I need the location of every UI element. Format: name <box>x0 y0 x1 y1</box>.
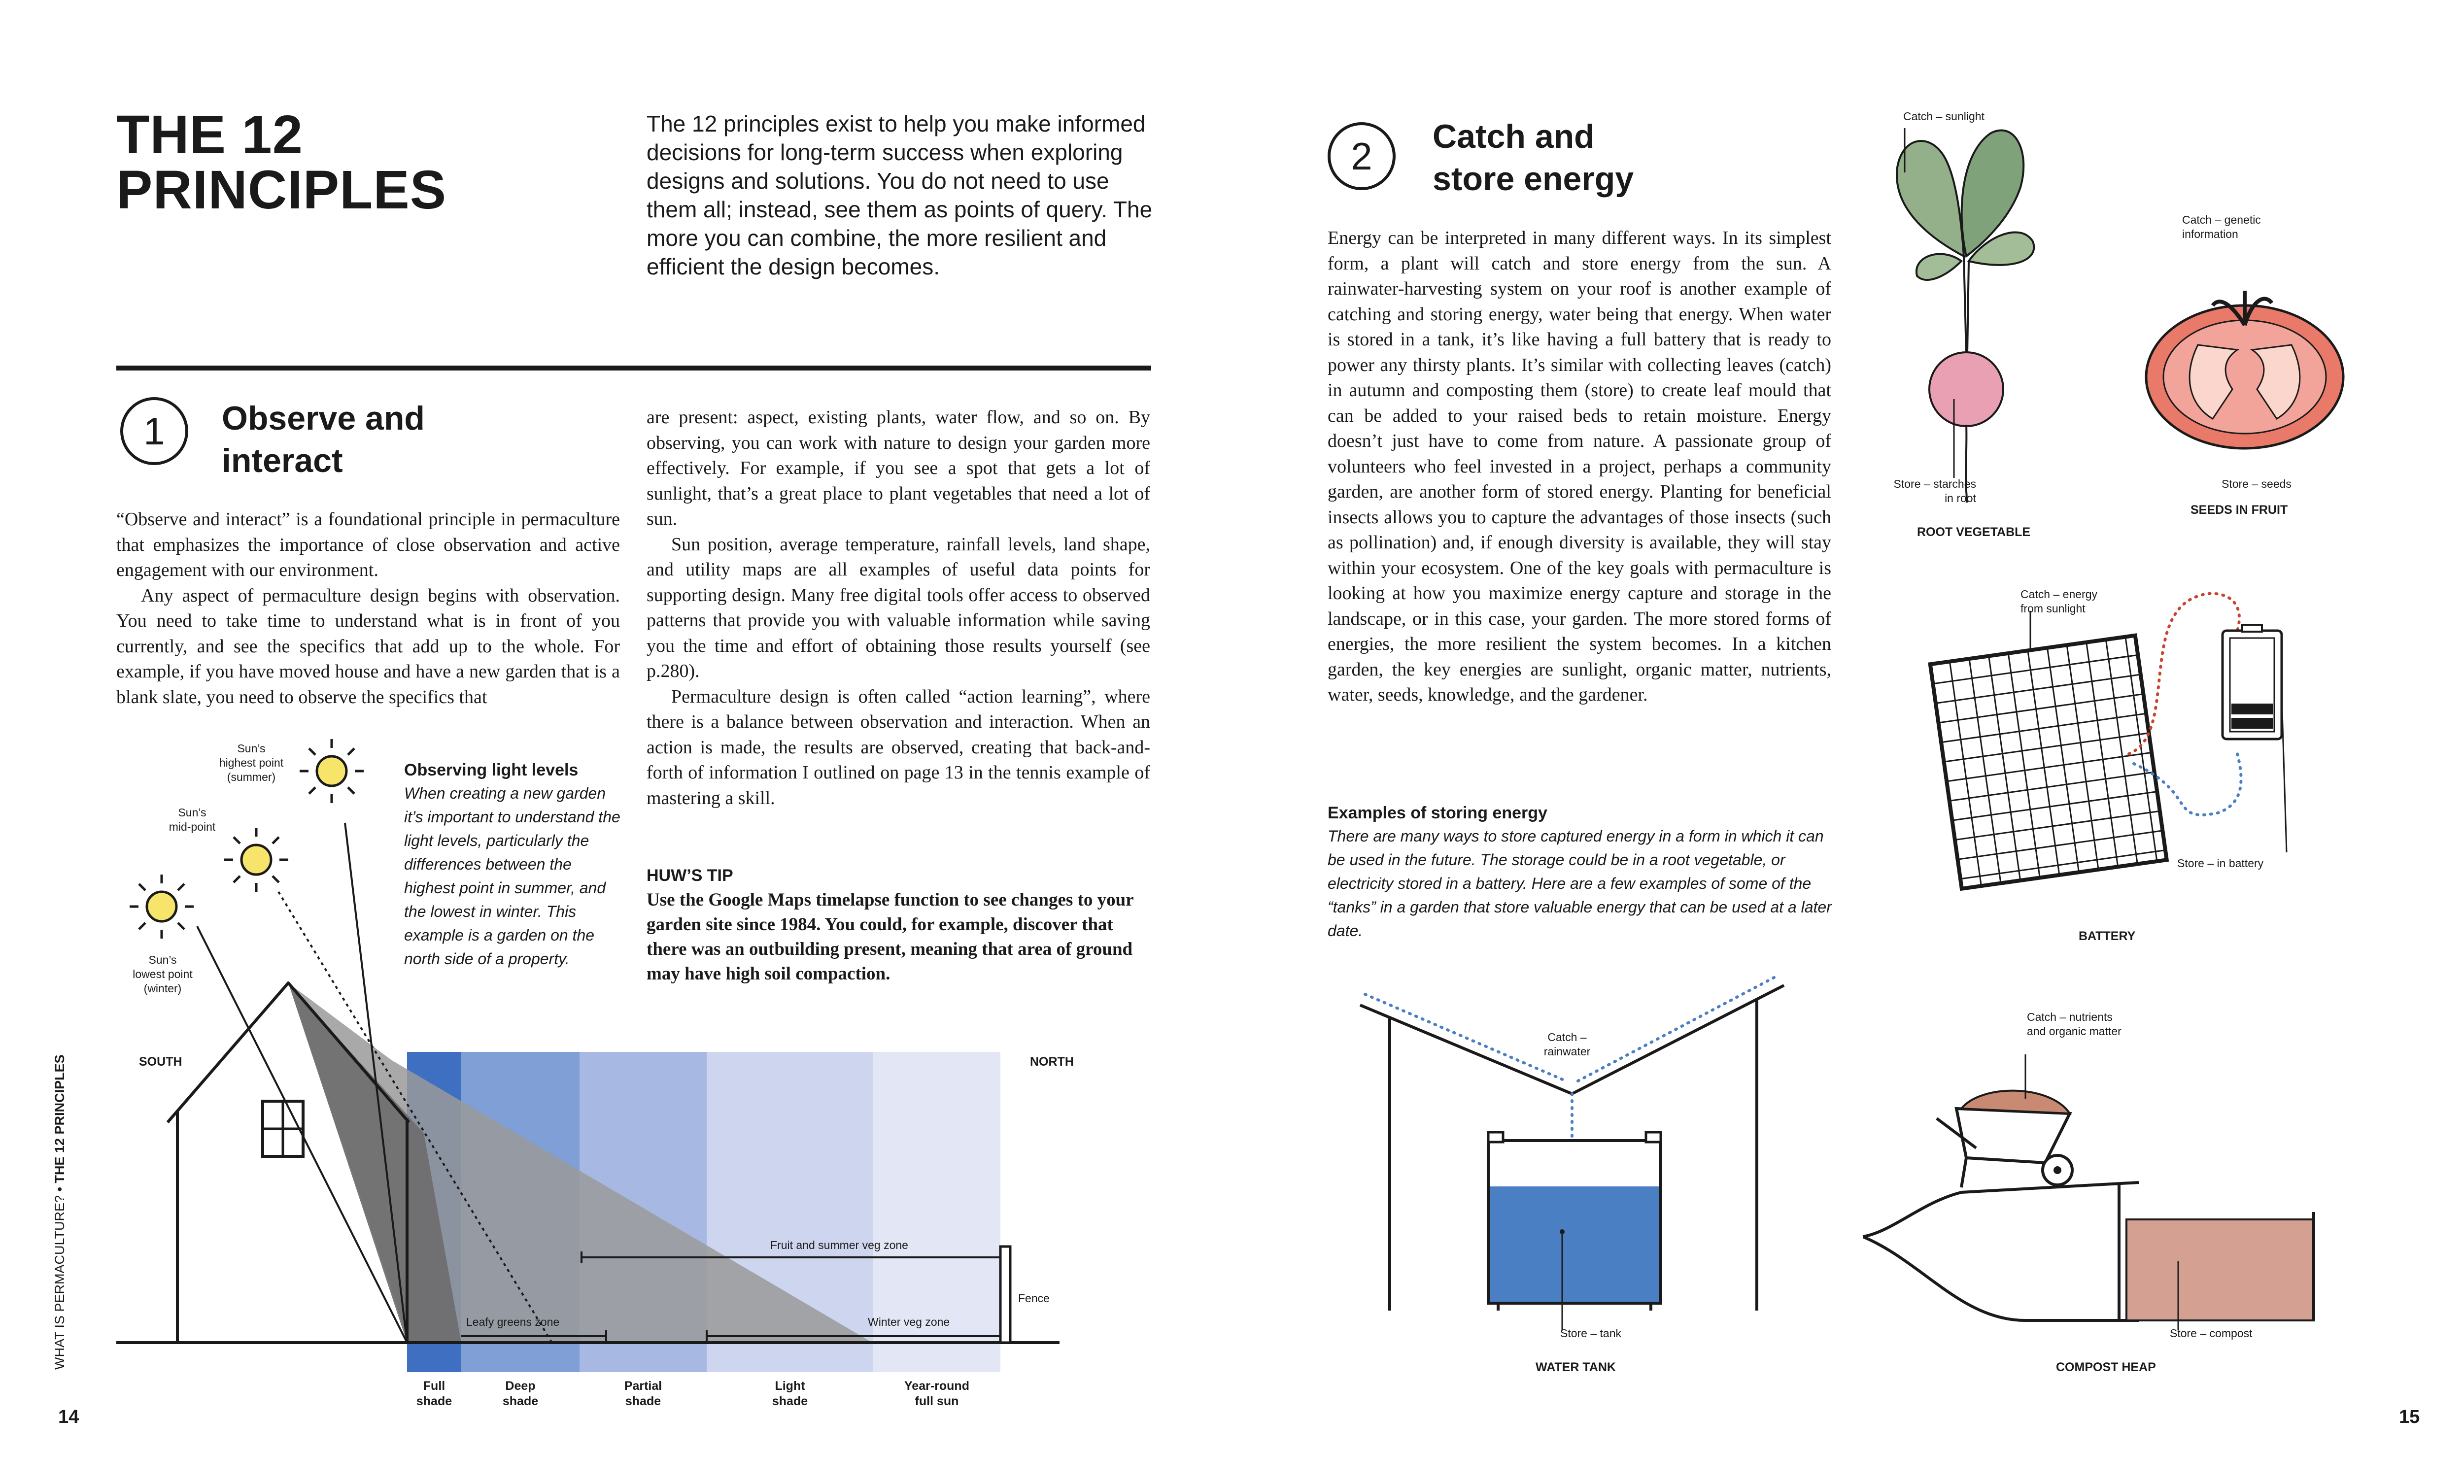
principle-2-title-line-1: Catch and <box>1433 118 1595 155</box>
shade-label-full <box>407 1379 461 1409</box>
shade-label-light <box>741 1379 839 1409</box>
label-line: highest point <box>219 756 284 769</box>
sun-summer-label <box>197 742 306 784</box>
sun-summer <box>300 739 364 803</box>
compost-catch-label <box>2027 1010 2122 1039</box>
tip-text: Use the Google Maps timelapse function to see changes to your garden site since 1984. You could, for example, discover that there was an outbuilding present, meaning that area of ground may have high soil compaction. <box>647 890 1133 984</box>
battery-store-label: Store – in battery <box>2177 857 2264 870</box>
storing-energy-caption <box>1328 802 1835 943</box>
label-line: Sun’s <box>148 953 177 966</box>
wheelbarrow <box>1937 1091 2072 1187</box>
principle-1-title-line-2: interact <box>222 442 343 479</box>
label-line: full sun <box>915 1394 959 1408</box>
water-tank-store-label: Store – tank <box>1560 1327 1622 1340</box>
zone-fruit-label: Fruit and summer veg zone <box>770 1239 908 1251</box>
fence-label: Fence <box>1018 1292 1050 1305</box>
battery-title: BATTERY <box>2079 929 2136 943</box>
label-line: Year-round <box>904 1379 969 1393</box>
house-window <box>263 1101 303 1156</box>
label-line: Deep <box>505 1379 536 1393</box>
caption-heading: Observing light levels <box>404 761 579 779</box>
label-line: shade <box>416 1394 452 1408</box>
root-veg-store-label <box>1878 477 1976 506</box>
caption-text: When creating a new garden it’s important to understand the light levels, particularly the differences between the highest point in summer, and the lowest in winter. This example is a garden on the north side of a property. <box>404 784 620 968</box>
root-veg-catch-label: Catch – sunlight <box>1903 110 1985 123</box>
running-header-chapter: THE 12 PRINCIPLES <box>52 1054 67 1183</box>
sun-winter-label <box>113 953 212 996</box>
label-line: information <box>2182 228 2238 240</box>
principle-1-column-1 <box>116 507 620 710</box>
running-header-section: WHAT IS PERMACULTURE? <box>52 1195 67 1370</box>
label-line: shade <box>502 1394 539 1408</box>
paragraph: Energy can be interpreted in many different ways. In its simplest form, a plant will catch and store energy from the sun. A rainwater-harvesting system on your roof is another example of catching and storing energy, water being that energy. When water is stored in a tank, it’s like having a full battery that is ready to power any thirsty plants. It’s similar with collecting leaves (catch) in autumn and composting them (store) to create leaf mould that can be added to your raised beds to retain moisture. Energy doesn’t just have to come from nature. A passionate group of volunteers who feel invested in a project, perhaps a community garden, are another form of stored energy. Planting for beneficial insects allows you to capture the advantages of those insects (such as pollination) and, if enough diversity is available, they will stay within your ecosystem. One of the key goals with permaculture is looking at how you maximize energy capture and storage in the landscape, or in this case, your garden. The more stored forms of energies, the more resilient the system becomes. In a kitchen garden, the key energies are sunlight, organic matter, nutrients, water, seeds, knowledge, and the gardener. <box>1328 228 1831 705</box>
tip-heading: HUW’S TIP <box>647 866 733 885</box>
running-header <box>52 1054 68 1370</box>
label-line: in root <box>1945 492 1976 505</box>
principle-2-number: 2 <box>1328 122 1396 190</box>
label-line: Catch – genetic <box>2182 213 2261 226</box>
shade-label-deep <box>471 1379 570 1409</box>
section-divider <box>116 366 1151 371</box>
sun-winter <box>130 875 194 939</box>
principle-2-title <box>1433 115 1634 200</box>
fruit-catch-label <box>2182 213 2261 241</box>
label-line: rainwater <box>1543 1045 1591 1058</box>
intro-paragraph: The 12 principles exist to help you make informed decisions for long-term success when exploring designs and solutions. You do not need to use them all; instead, see them as points of query. The more you can combine, the more resilient and efficient the design becomes. <box>647 111 1153 279</box>
water-tank-title: WATER TANK <box>1536 1360 1616 1374</box>
page-title <box>116 104 447 220</box>
label-line: Sun’s <box>237 742 266 755</box>
principle-1-title-line-1: Observe and <box>222 400 425 437</box>
label-line: Store – starches <box>1893 477 1976 490</box>
shade-label-full-sun <box>878 1379 996 1409</box>
page-number-left: 14 <box>58 1407 79 1427</box>
label-line: (summer) <box>227 771 276 783</box>
label-line: shade <box>772 1394 808 1408</box>
zone-winter-label: Winter veg zone <box>868 1315 950 1328</box>
caption-heading: Examples of storing energy <box>1328 804 1547 822</box>
label-line: Catch – nutrients <box>2027 1011 2113 1023</box>
paragraph: Any aspect of permaculture design begins with observation. You need to take time to understand what is in front of you currently, and see the specifics that add up to the whole. For example, if you have moved house and have a new garden that is a blank slate, you need to observe the specifics that <box>116 585 620 708</box>
label-line: mid-point <box>169 820 216 833</box>
label-line: lowest point <box>133 968 193 980</box>
page-number-right: 15 <box>2399 1407 2420 1427</box>
compost-title: COMPOST HEAP <box>2056 1360 2156 1374</box>
label-line: Sun’s <box>178 806 206 819</box>
label-line: Catch – energy <box>2020 588 2097 601</box>
page-title-line-2: PRINCIPLES <box>116 160 447 220</box>
label-line: from sunlight <box>2020 602 2086 615</box>
water-tank-illustration <box>1350 976 1814 1330</box>
root-vegetable-illustration <box>1882 123 2045 517</box>
fruit-store-label: Store – seeds <box>2222 477 2292 490</box>
fruit-title: SEEDS IN FRUIT <box>2190 503 2288 517</box>
label-line: (winter) <box>143 982 182 995</box>
label-line: shade <box>625 1394 661 1408</box>
sun-mid-label <box>148 806 237 834</box>
label-line: Partial <box>624 1379 662 1393</box>
sun-mid <box>224 828 288 892</box>
paragraph: “Observe and interact” is a foundational principle in permaculture that emphasizes the importance of close observation and active engagement with our environment. <box>116 509 620 580</box>
compost-heap-illustration <box>1863 1045 2405 1340</box>
fence <box>1000 1247 1010 1343</box>
shade-label-partial <box>594 1379 692 1409</box>
compost-store-label: Store – compost <box>2170 1327 2253 1340</box>
principle-1-number: 1 <box>120 397 188 465</box>
paragraph: Permaculture design is often called “action learning”, where there is a balance between observation and interaction. When an action is made, the results are observed, creating that back-and-forth of information I outlined on page 13 in the tennis example of mastering a skill. <box>647 686 1150 809</box>
fruit-illustration <box>2139 276 2351 453</box>
label-line: Catch – <box>1547 1031 1587 1044</box>
root-veg-title: ROOT VEGETABLE <box>1917 525 2031 539</box>
page-title-line-1: THE 12 <box>116 104 303 165</box>
paragraph: Sun position, average temperature, rainfall levels, land shape, and utility maps are all examples of useful data points for supporting design. Many free digital tools offer access to observed patterns that provide you with valuable information while saving you the time and effort of obtaining those results yourself (see p.280). <box>647 534 1150 681</box>
caption-text: There are many ways to store captured energy in a form in which it can be used in the future. The storage could be in a root vegetable, or electricity stored in a battery. Here are a few examples of some of the “tanks” in a garden that store valuable energy that can be used at a later date. <box>1328 827 1832 940</box>
north-label: NORTH <box>1030 1055 1074 1069</box>
battery-illustration <box>1922 576 2326 931</box>
water-tank-catch-label <box>1523 1030 1611 1059</box>
principle-2-title-line-2: store energy <box>1433 160 1634 198</box>
principle-2-body <box>1328 226 1831 708</box>
principle-1-title <box>222 397 425 482</box>
paragraph: are present: aspect, existing plants, water flow, and so on. By observing, you can work with nature to design your garden more effectively. For example, if you see a spot that gets a lot of sunlight, that’s a great place to plant vegetables that need a lot of sun. <box>647 407 1150 529</box>
label-line: Light <box>775 1379 805 1393</box>
zone-leafy-label: Leafy greens zone <box>466 1315 560 1328</box>
label-line: and organic matter <box>2027 1025 2122 1038</box>
south-label: SOUTH <box>139 1055 182 1069</box>
bullet-separator: • <box>52 1183 67 1192</box>
battery-catch-label <box>2020 587 2097 616</box>
label-line: Full <box>423 1379 445 1393</box>
